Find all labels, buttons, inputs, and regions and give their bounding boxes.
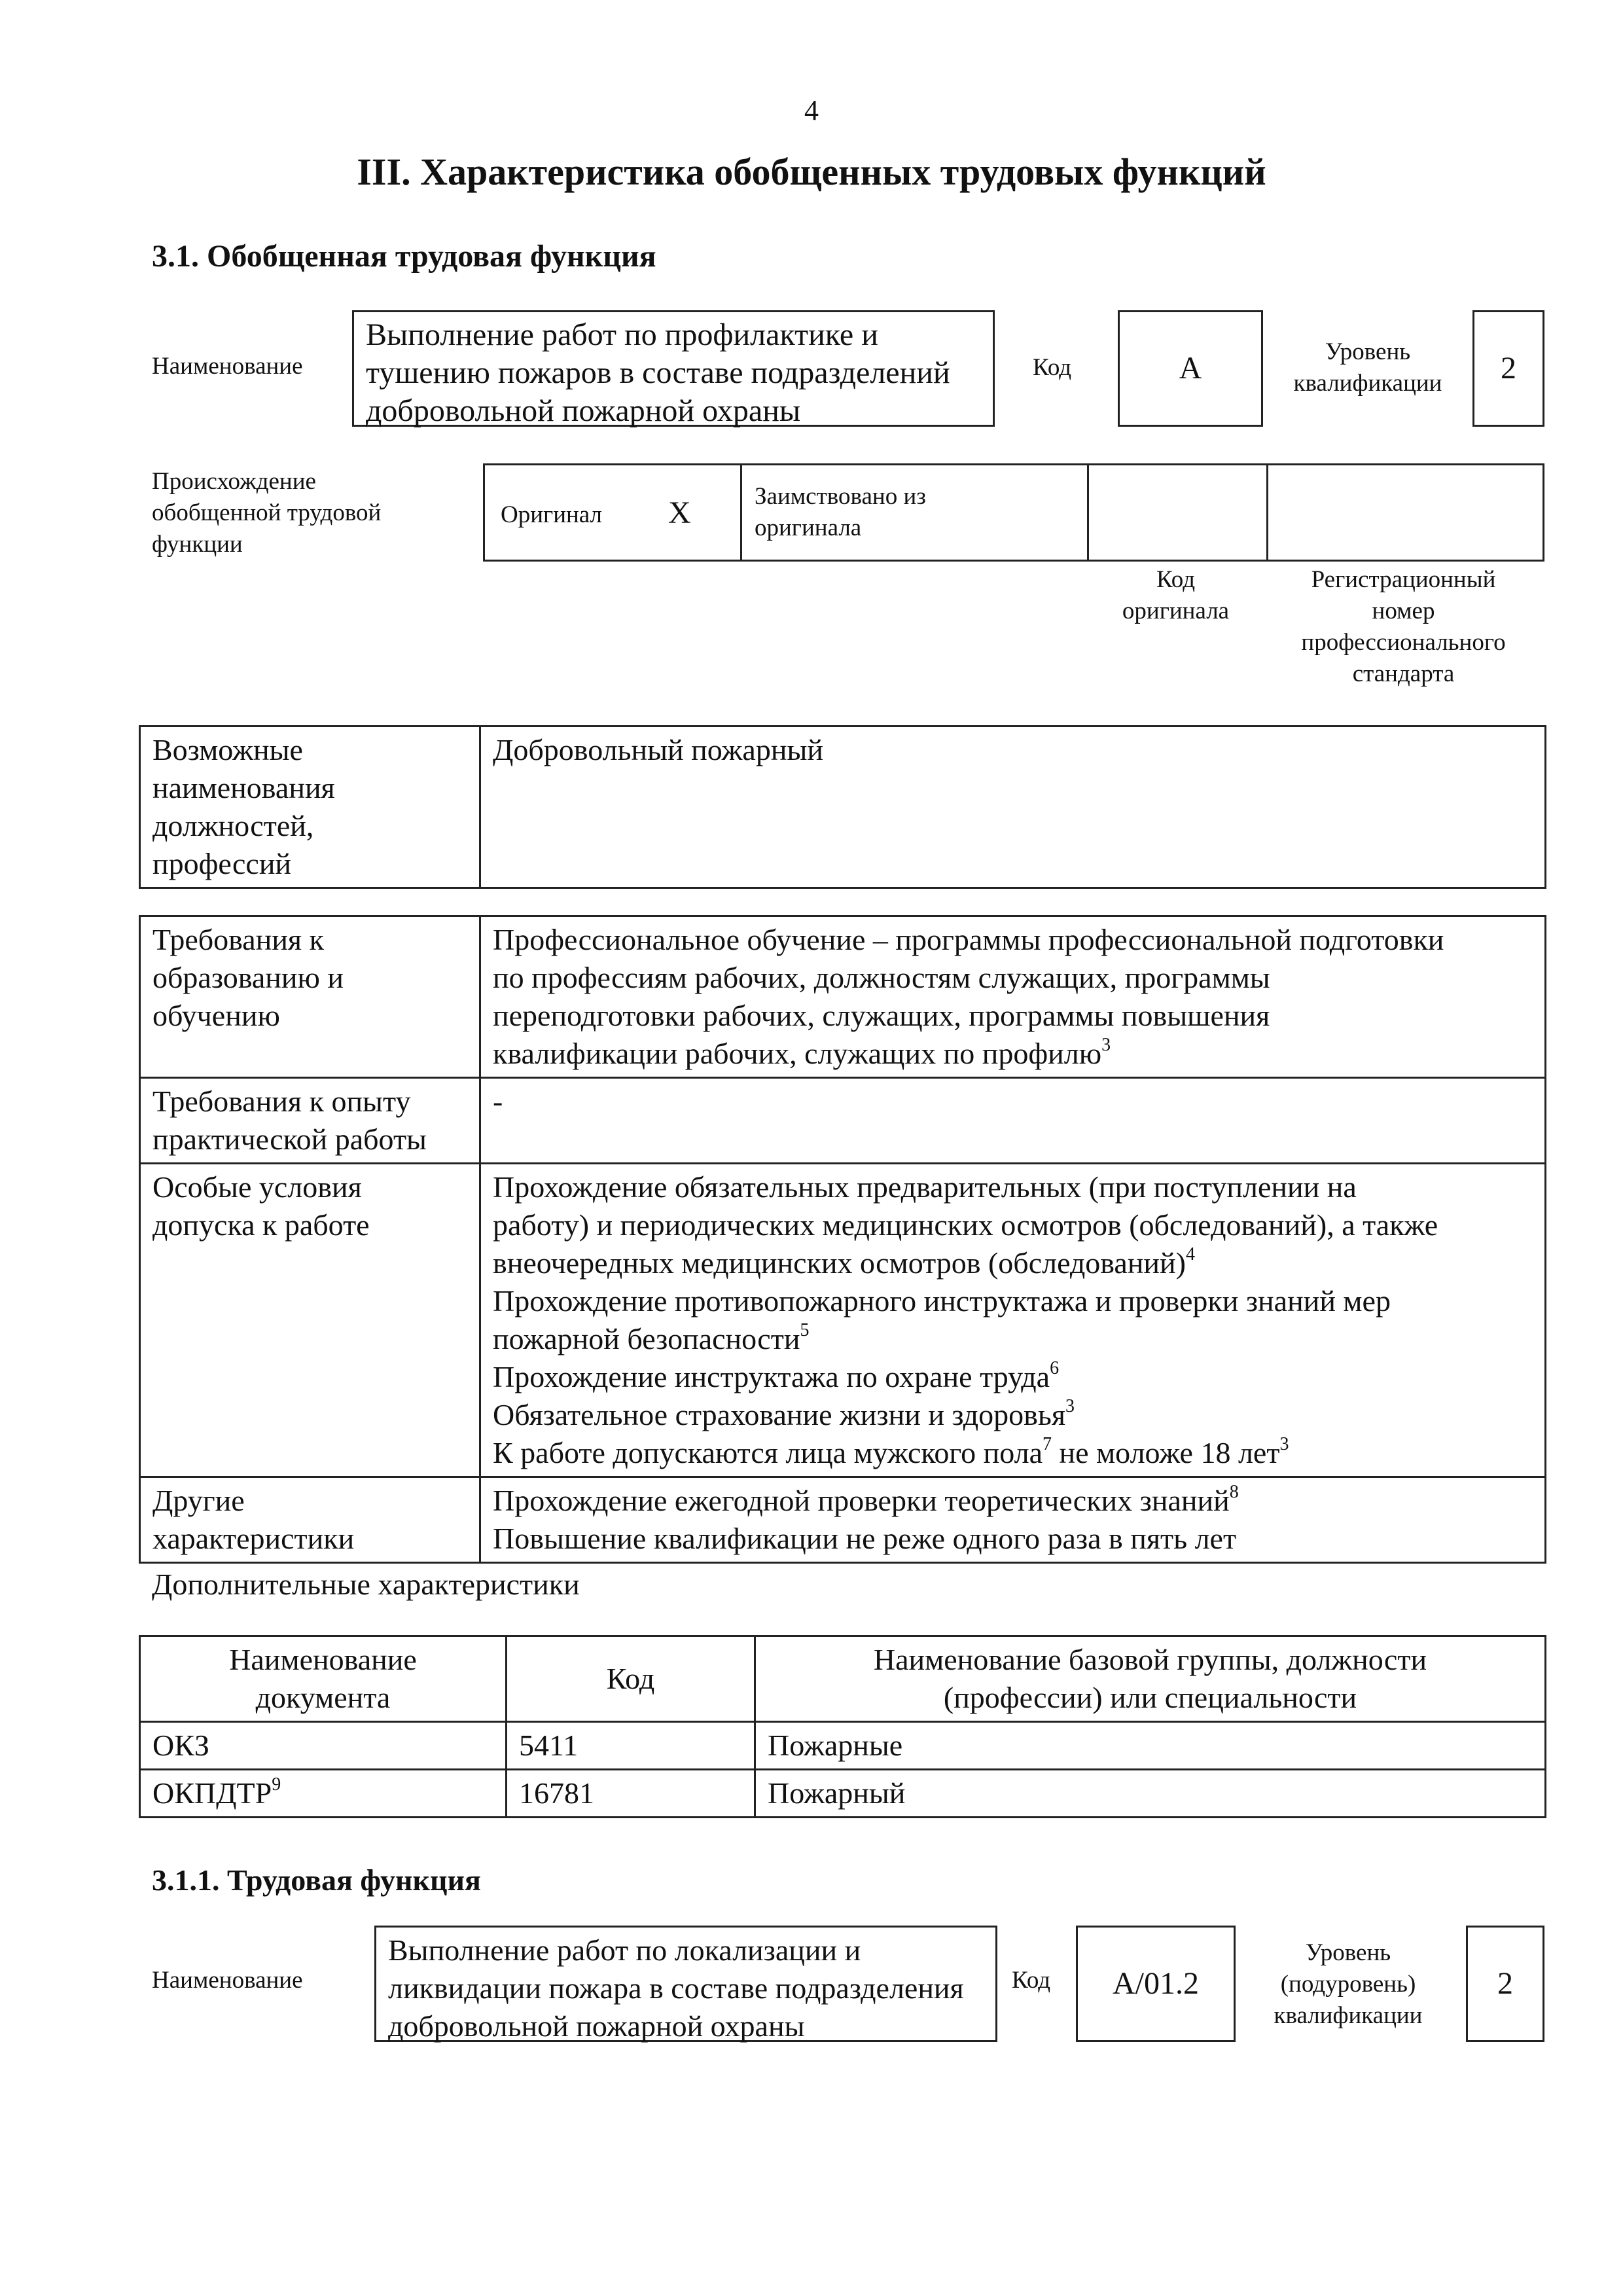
gtf-code-label: Код [1033,354,1072,381]
requirements-table [139,915,1546,1564]
tf-code-label: Код [1012,1967,1051,1994]
orig-code-caption: Код оригинала [1122,566,1230,624]
tf-code-value: А/01.2 [1113,1966,1199,2001]
table-row [140,1078,1546,1164]
section-title: III. Характеристика обобщенных трудовых функций [357,151,1266,193]
tf-name-box [374,1926,997,2042]
tf-level-box [1466,1926,1544,2042]
table-row [140,916,1546,1078]
additional-table [139,1635,1546,1818]
table-row [140,1164,1546,1477]
footnote-ref: 3 [1279,1433,1289,1454]
req-education-label: Требования к образованию и обучению [140,916,480,1078]
table-header-row [140,1636,1546,1722]
col-doc-header: Наименование документа [140,1636,507,1722]
footnote-ref: 5 [800,1319,810,1340]
req-education-value: Профессиональное обучение – программы профессиональной подготовки по профессиям рабочих, должностям служащих, программы переподготовки рабочих, служащих, программы повышения квалификации рабочих, служащих по профилю$^3$ [480,916,1546,1078]
original-code-cell [1089,465,1266,560]
footnote-ref: 9 [272,1774,281,1795]
gtf-code-box [1118,310,1263,427]
tf-name-label: Наименование [152,1967,303,1994]
footnote-ref: 4 [1186,1244,1195,1265]
borrowed-label: Заимствовано из оригинала [755,483,926,541]
gtf-level-value: 2 [1501,351,1516,386]
table-row [140,1477,1546,1563]
tf-level-label: Уровень (подуровень) квалификации [1274,1939,1423,2029]
gtf-level-box [1472,310,1544,427]
gtf-name-text: Выполнение работ по профилактике и тушению пожаров в составе подразделений добровольной пожарной охраны [366,317,950,428]
footnote-ref: 7 [1043,1433,1052,1454]
col-group-header: Наименование базовой группы, должности (профессии) или специальности [755,1636,1546,1722]
positions-value: Добровольный пожарный [480,726,1546,888]
footnote-ref: 6 [1050,1357,1060,1378]
original-mark: X [668,495,691,530]
group-cell: Пожарные [755,1722,1546,1770]
positions-label: Возможные наименования должностей, профессий [140,726,480,888]
table-row [140,1722,1546,1770]
gtf-level-label: Уровень квалификации [1293,338,1442,397]
gtf-name-box [352,310,995,427]
footnote-ref: 3 [1101,1034,1111,1055]
tf-name-text: Выполнение работ по локализации и ликвидации пожара в составе подразделения добровольной пожарной охраны [388,1933,964,2043]
additional-heading: Дополнительные характеристики [152,1568,580,1601]
tf-level-value: 2 [1497,1966,1513,2001]
page-number: 4 [804,94,819,126]
original-label: Оригинал [501,501,603,528]
code-cell: 16781 [507,1770,755,1818]
tf-code-box [1076,1926,1236,2042]
footnote-ref: 8 [1229,1481,1239,1502]
code-cell: 5411 [507,1722,755,1770]
col-code-header: Код [507,1636,755,1722]
doc-cell: ОКЗ [140,1722,507,1770]
req-other-label: Другие характеристики [140,1477,480,1563]
table-row [140,1770,1546,1818]
reg-number-cell [1268,465,1543,560]
req-experience-label: Требования к опыту практической работы [140,1078,480,1164]
origin-table [483,463,1544,562]
req-experience-value: - [480,1078,1546,1164]
gtf-code-value: А [1179,351,1202,386]
group-cell: Пожарный [755,1770,1546,1818]
positions-table [139,725,1546,889]
gtf-heading: 3.1. Обобщенная трудовая функция [152,239,656,274]
origin-label: Происхождение обобщенной трудовой функции [152,468,382,558]
req-admission-value: Прохождение обязательных предварительных (при поступлении на работу) и периодических медицинских осмотров (обследований), а также внеочередных медицинских осмотров (обследований)$^4$ Прохождение противопожарного инструктажа и проверки знаний мер пожарной безопасности$^5$ Прохождение инструктажа по охране труда$^6$ Обязательное страхование жизни и здоровья$^3$ К работе допускаются лица мужского пола$^7$ не моложе 18 лет$^3$ [480,1164,1546,1477]
footnote-ref: 3 [1065,1395,1075,1416]
doc-cell: ОКПДТР$^9$ [140,1770,507,1818]
req-other-value: Прохождение ежегодной проверки теоретических знаний$^8$ Повышение квалификации не реже одного раза в пять лет [480,1477,1546,1563]
gtf-name-label: Наименование [152,353,303,380]
table-row [140,726,1546,888]
tf-heading: 3.1.1. Трудовая функция [152,1863,481,1897]
req-admission-label: Особые условия допуска к работе [140,1164,480,1477]
reg-number-caption: Регистрационный номер профессионального стандарта [1301,566,1506,687]
